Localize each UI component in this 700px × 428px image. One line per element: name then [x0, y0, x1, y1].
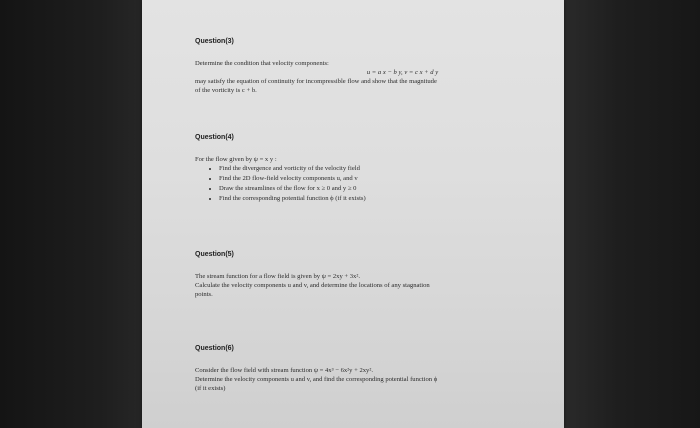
question-3 [195, 38, 540, 95]
question-6-line1: Consider the flow field with stream function ψ = 4x³ − 6x²y + 2xy². [195, 367, 373, 374]
question-6 [195, 345, 540, 393]
question-5-heading: Question(5) [195, 251, 234, 258]
question-3-equation: u = a x − b y, v = c x + d y [366, 69, 439, 76]
bullet-item: • Find the 2D flow-field velocity components u, and v [219, 174, 540, 184]
question-4-intro: For the flow given by ψ = x y : [195, 156, 277, 163]
question-3-heading: Question(3) [195, 38, 234, 45]
bullet-item: • Find the corresponding potential function ϕ (if it exists) [219, 194, 540, 204]
question-6-body [195, 366, 540, 393]
dark-background-right [564, 0, 700, 428]
question-5-body [195, 272, 540, 299]
question-6-line3: (if it exists) [195, 385, 226, 392]
question-6-line2: Determine the velocity components u and v, and find the corresponding potential function ϕ [195, 376, 438, 383]
question-5-line2: Calculate the velocity components u and v, and determine the locations of any stagnation [195, 282, 430, 289]
question-4 [195, 134, 540, 204]
question-4-body [195, 155, 540, 204]
question-3-body [195, 59, 540, 95]
question-6-heading: Question(6) [195, 345, 234, 352]
question-4-bullet-list [195, 164, 540, 204]
bullet-item: • Draw the streamlines of the flow for x ≥ 0 and y ≥ 0 [219, 184, 540, 194]
bullet-item: • Find the divergence and vorticity of the velocity field [219, 164, 540, 174]
question-5 [195, 251, 540, 299]
question-4-heading: Question(4) [195, 134, 234, 141]
document-page [142, 0, 564, 428]
question-3-line2: may satisfy the equation of continuity for incompressible flow and show that the magnitude [195, 78, 437, 85]
dark-background-left [0, 0, 142, 428]
question-5-line1: The stream function for a flow field is given by ψ = 2xy + 3x². [195, 273, 360, 280]
question-3-line1: Determine the condition that velocity components: [195, 60, 329, 67]
question-3-line3: of the vorticity is c + b. [195, 87, 257, 94]
question-5-line3: points. [195, 291, 213, 298]
